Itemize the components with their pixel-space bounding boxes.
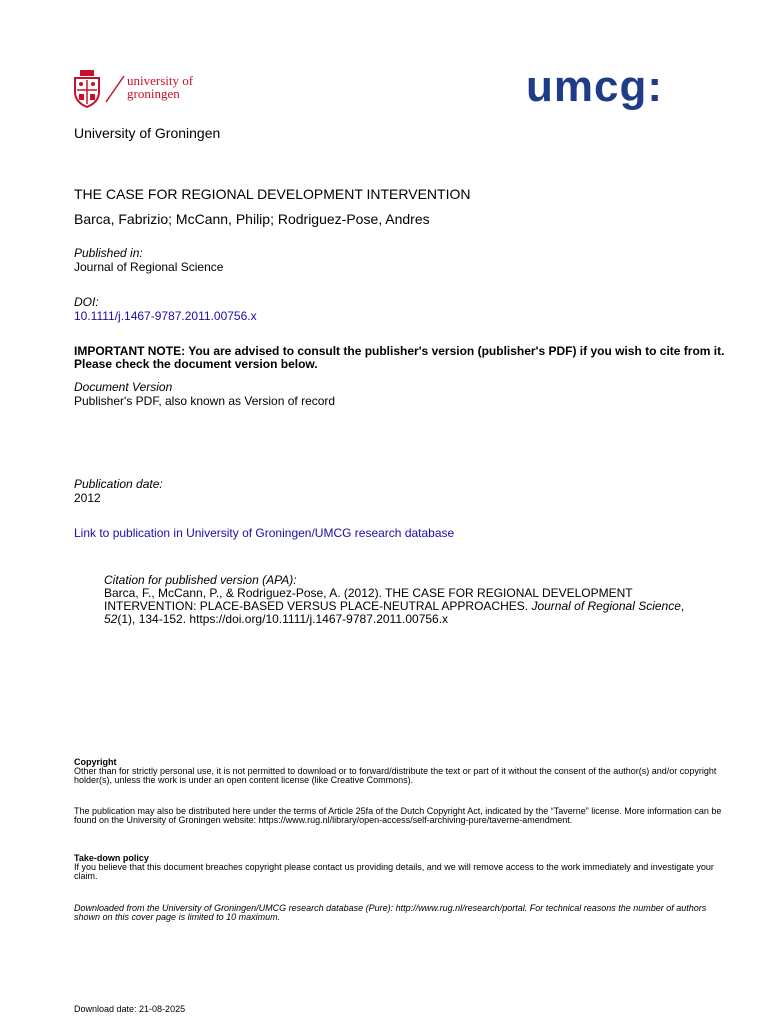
rug-wordmark-line-1: university of	[127, 73, 194, 88]
takedown-heading: Take-down policy	[74, 853, 149, 863]
taverne-text: The publication may also be distributed here under the terms of Article 25fa of the Dutch Copyright Act, indicated by the “Taverne” license. More information can be found on the University of Groningen website: https://www.rug.nl/library/open-access/self-archiving-pure/taverne-amendment.	[74, 806, 722, 825]
copyright-text: Other than for strictly personal use, it is not permitted to download or to forward/distribute the text or part of it without the consent of the author(s) and/or copyright holder(s), unless the work is under an open content license (like Creative Commons).	[74, 766, 717, 785]
takedown-text: If you believe that this document breaches copyright please contact us providing details, and we will remove access to the work immediately and investigate your claim.	[74, 862, 714, 881]
publication-date	[74, 477, 163, 505]
citation-block	[104, 574, 704, 626]
downloaded-from: Downloaded from the University of Groningen/UMCG research database (Pure): http://www.rug.nl/research/portal. For technical reasons the number of authors shown on this cover page is limited to 10 maximum.	[74, 903, 707, 922]
citation-journal: Journal of Regional Science	[531, 599, 681, 613]
copyright-heading: Copyright	[74, 757, 117, 767]
rug-logo	[72, 68, 222, 110]
publication-date-label: Publication date:	[74, 477, 163, 491]
doi-link[interactable]: 10.1111/j.1467-9787.2011.00756.x	[74, 309, 257, 323]
published-in-label: Published in:	[74, 246, 143, 260]
document-version-value: Publisher's PDF, also known as Version of record	[74, 394, 336, 408]
research-database-link[interactable]: Link to publication in University of Groningen/UMCG research database	[74, 526, 455, 540]
umcg-logo: umcg:	[526, 62, 663, 111]
rug-crest-icon	[72, 68, 102, 108]
authors: Barca, Fabrizio; McCann, Philip; Rodriguez-Pose, Andres	[74, 211, 430, 227]
important-note: IMPORTANT NOTE: You are advised to consult the publisher's version (publisher's PDF) if you wish to cite from it. Please check the document version below.	[74, 344, 725, 371]
citation-volume: 52	[104, 612, 118, 626]
published-in	[74, 246, 223, 274]
citation-sep: ,	[680, 599, 685, 613]
rug-wordmark-line-2: groningen	[127, 86, 180, 101]
institution-name: University of Groningen	[74, 125, 221, 141]
published-in-value: Journal of Regional Science	[74, 260, 224, 274]
download-date: Download date: 21-08-2025	[74, 1004, 186, 1014]
copyright-section	[74, 758, 724, 785]
publication-title: THE CASE FOR REGIONAL DEVELOPMENT INTERVENTION	[74, 186, 471, 202]
publication-date-value: 2012	[74, 491, 101, 505]
citation-text-before: Barca, F., McCann, P., & Rodriguez-Pose, A. (2012). THE CASE FOR REGIONAL DEVELOPMENT INTERVENTION: PLACE-BASED VERSUS PLACE-NEUTRAL APPROACHES.	[104, 586, 633, 613]
document-version-label: Document Version	[74, 380, 173, 394]
rug-wordmark	[127, 74, 193, 100]
rug-slash-icon	[104, 74, 126, 104]
doi-block	[74, 295, 257, 323]
doi-label: DOI:	[74, 295, 99, 309]
citation-label: Citation for published version (APA):	[104, 573, 297, 587]
citation-text-after: (1), 134-152. https://doi.org/10.1111/j.1467-9787.2011.00756.x	[117, 612, 449, 626]
document-version	[74, 380, 335, 408]
citation-text	[104, 587, 704, 626]
takedown-section	[74, 854, 724, 881]
